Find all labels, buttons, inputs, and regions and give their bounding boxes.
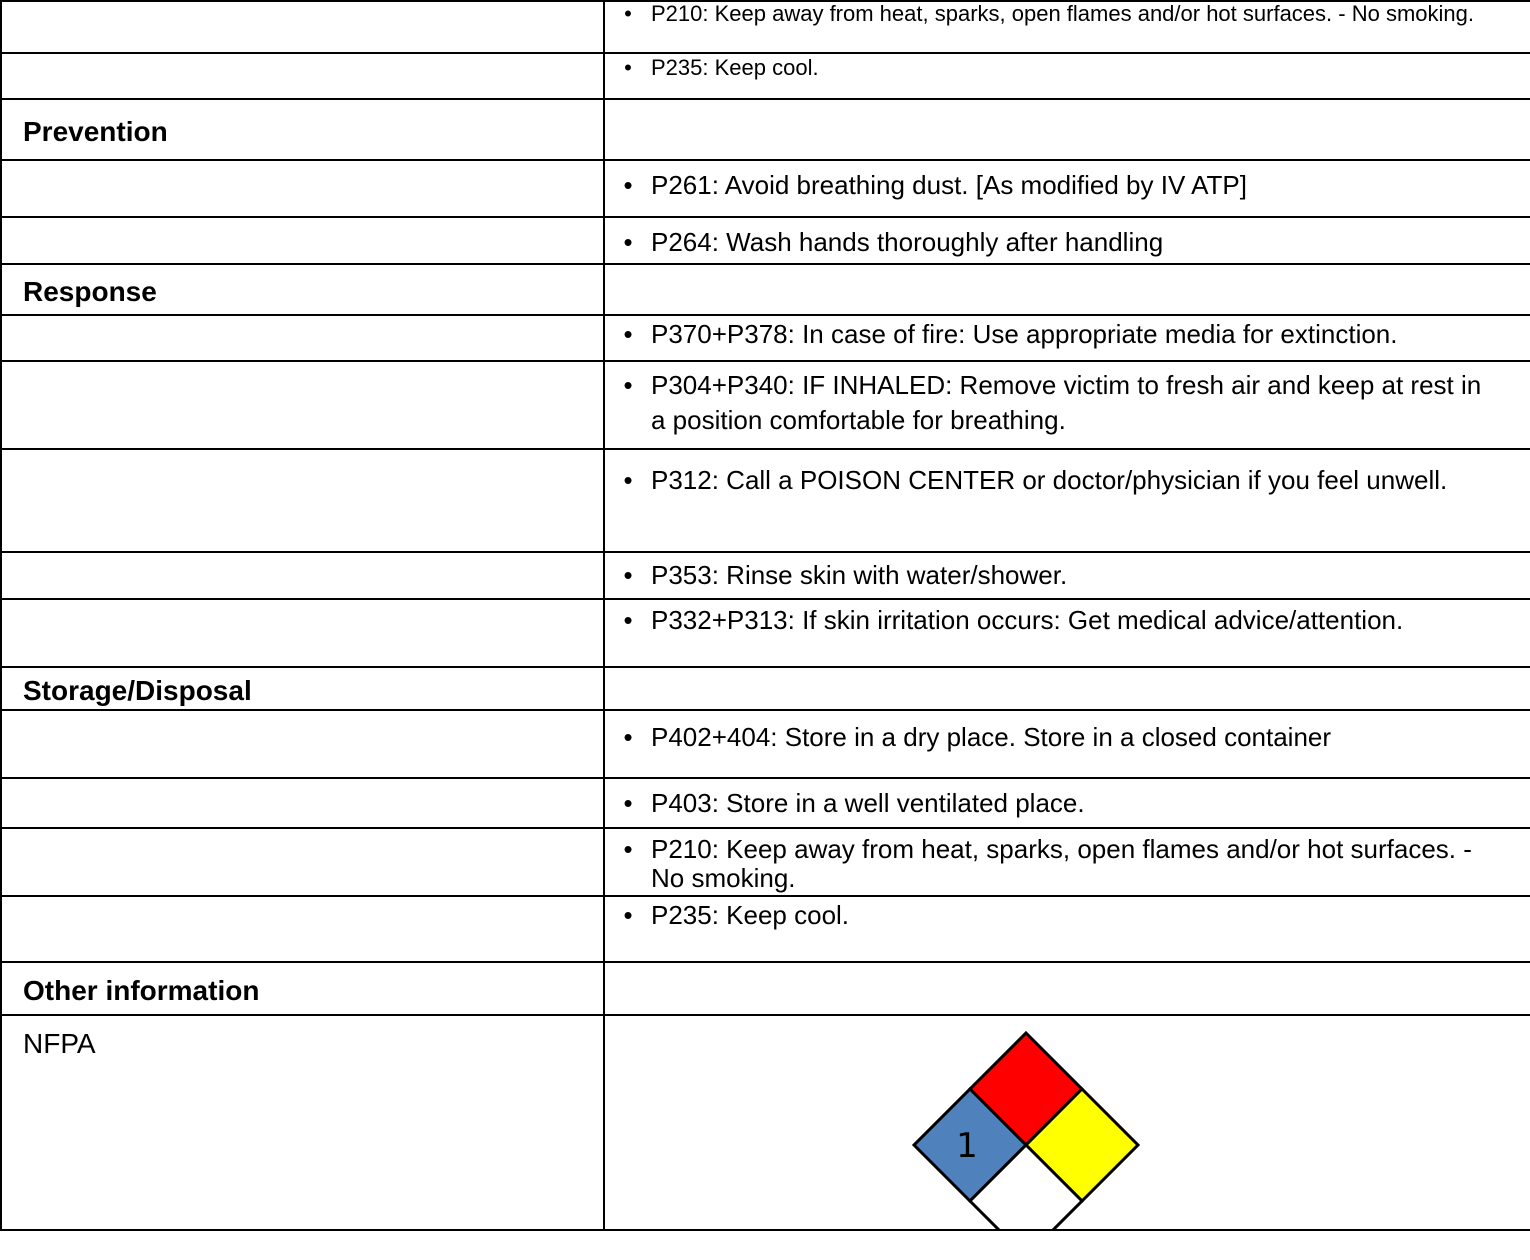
statement-p210-repeat: P210: Keep away from heat, sparks, open flames and/or hot surfaces. - No smoking. (651, 834, 1472, 893)
statement-p210: P210: Keep away from heat, sparks, open flames and/or hot surfaces. - No smoking. (651, 1, 1474, 26)
nfpa-row (1, 1015, 1530, 1230)
table-row (1, 828, 1530, 896)
table-row (1, 53, 1530, 99)
section-row-prevention (1, 99, 1530, 160)
statement-p261: P261: Avoid breathing dust. [As modified by IV ATP] (651, 170, 1247, 200)
statement-p403: P403: Store in a well ventilated place. (651, 788, 1085, 818)
table-row (1, 778, 1530, 828)
nfpa-diamond-group (914, 1033, 1138, 1229)
table-row (1, 599, 1530, 667)
table-row (1, 217, 1530, 264)
bullet: • (624, 1, 632, 26)
section-row-storage-disposal (1, 667, 1530, 710)
table-row (1, 361, 1530, 449)
bullet: • (623, 465, 633, 495)
statement-p332-p313: P332+P313: If skin irritation occurs: Get medical advice/attention. (651, 605, 1404, 635)
bullet: • (624, 55, 632, 80)
section-heading-prevention: Prevention (23, 115, 168, 147)
bullet: • (623, 170, 633, 200)
table-row (1, 552, 1530, 599)
bullet: • (623, 560, 633, 590)
statement-p235-repeat: P235: Keep cool. (651, 900, 850, 930)
bullet: • (623, 605, 633, 635)
bullet: • (623, 319, 633, 349)
bullet: • (623, 788, 633, 818)
statement-p235: P235: Keep cool. (651, 55, 819, 80)
statement-p402-404: P402+404: Store in a dry place. Store in a closed container (651, 722, 1332, 752)
statement-p304-p340: P304+P340: IF INHALED: Remove victim to fresh air and keep at rest in a position comfortable for breathing. (651, 370, 1482, 435)
bullet: • (623, 227, 633, 257)
bullet: • (623, 370, 633, 400)
nfpa-label: NFPA (23, 1028, 96, 1059)
table-row (1, 315, 1530, 361)
bullet: • (623, 722, 633, 752)
statement-p312: P312: Call a POISON CENTER or doctor/physician if you feel unwell. (651, 465, 1448, 495)
health-rating-value: 1 (956, 1126, 978, 1166)
table-row (1, 896, 1530, 962)
table-row (1, 160, 1530, 217)
table-row (1, 1, 1530, 53)
section-heading-other-information: Other information (23, 974, 260, 1006)
section-heading-storage-disposal: Storage/Disposal (23, 674, 252, 706)
statement-p264: P264: Wash hands thoroughly after handling (651, 227, 1164, 257)
section-heading-response: Response (23, 275, 157, 307)
bullet: • (623, 834, 633, 864)
statement-p370-p378: P370+P378: In case of fire: Use appropriate media for extinction. (651, 319, 1398, 349)
table-row (1, 449, 1530, 552)
section-row-response (1, 264, 1530, 315)
statement-p353: P353: Rinse skin with water/shower. (651, 560, 1068, 590)
table-row (1, 710, 1530, 778)
nfpa-diamond (605, 1016, 1530, 1229)
bullet: • (623, 900, 633, 930)
section-row-other-information (1, 962, 1530, 1015)
